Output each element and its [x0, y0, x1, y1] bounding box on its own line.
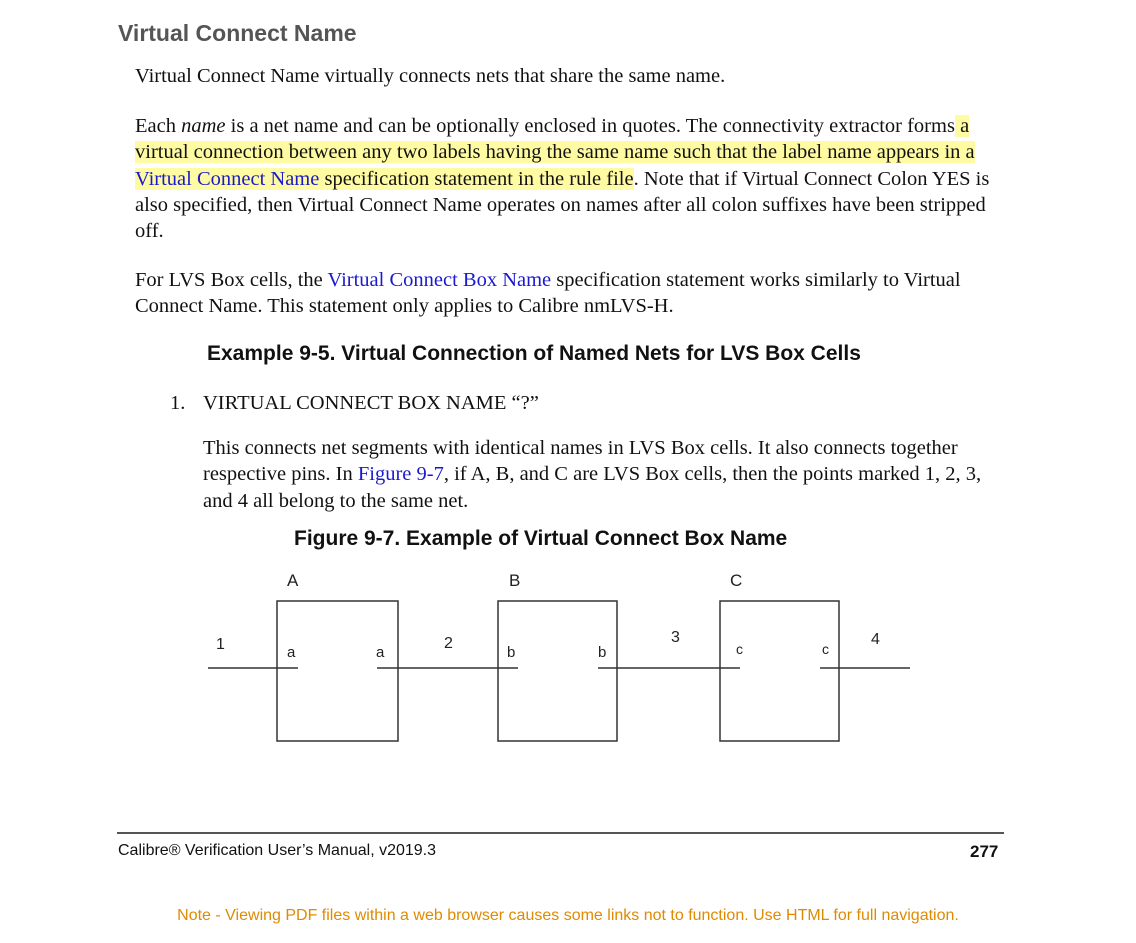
cell-label-a: A	[287, 571, 299, 590]
desc-text-1: This connects net segments with identical names in LVS Box cells. It also connects together respective pins. In	[203, 437, 958, 486]
point-label-3: 3	[671, 629, 680, 646]
page-number: 277	[970, 842, 999, 861]
pin-label-c-left: c	[736, 641, 743, 657]
point-label-2: 2	[444, 635, 453, 652]
pin-label-a-left: a	[287, 644, 296, 661]
p3-text-2: specification statement works similarly to Virtual Connect Name. This statement only applies to Calibre nmLVS-H.	[135, 269, 961, 318]
cell-box-b	[498, 601, 617, 741]
cell-box-c	[720, 601, 839, 741]
footer-manual-title: Calibre® Verification User’s Manual, v2019.3	[118, 842, 437, 859]
list-item-description	[203, 435, 1013, 514]
p3-text-1: For LVS Box cells, the	[135, 269, 328, 291]
point-label-1: 1	[216, 636, 225, 653]
figure-9-7-link[interactable]: Figure 9-7	[357, 463, 444, 486]
list-number: 1.	[170, 392, 186, 414]
intro-paragraph: Virtual Connect Name virtually connects nets that share the same name.	[135, 65, 726, 87]
desc-text-2: , if A, B, and C are LVS Box cells, then the points marked 1, 2, 3, and 4 all belong to the same net.	[203, 463, 982, 512]
browser-note: Note - Viewing PDF files within a web browser causes some links not to function. Use HTML for full navigation.	[177, 907, 959, 924]
p2-highlight-1: a virtual connection between any two labels having the same name such that the label name appears in a	[135, 115, 975, 164]
example-title: Example 9-5. Virtual Connection of Named Nets for LVS Box Cells	[207, 342, 861, 365]
box-cells-paragraph	[135, 267, 1015, 320]
p2-emphasis-name: name	[181, 115, 226, 137]
virtual-connect-name-link[interactable]: Virtual Connect Name	[135, 167, 320, 190]
box-name-diagram	[200, 560, 920, 750]
pin-label-a-right: a	[376, 644, 385, 661]
p2-highlight-2: specification statement in the rule file	[319, 167, 634, 190]
virtual-connect-box-name-link[interactable]: Virtual Connect Box Name	[327, 269, 552, 291]
definition-paragraph	[135, 113, 1015, 244]
section-title: Virtual Connect Name	[118, 20, 357, 46]
pin-label-b-left: b	[507, 644, 516, 661]
pin-label-b-right: b	[598, 644, 607, 661]
list-item-statement: VIRTUAL CONNECT BOX NAME “?”	[203, 392, 539, 414]
p2-text-1: Each	[135, 115, 182, 137]
p2-text-2: is a net name and can be optionally enclosed in quotes. The connectivity extractor forms	[225, 115, 955, 137]
cell-label-b: B	[509, 571, 521, 590]
footer-rule	[117, 832, 1004, 834]
cell-box-a	[277, 601, 398, 741]
cell-label-c: C	[730, 571, 743, 590]
pin-label-c-right: c	[822, 641, 829, 657]
figure-title: Figure 9-7. Example of Virtual Connect Box Name	[294, 527, 788, 550]
point-label-4: 4	[871, 631, 880, 648]
p2-text-3: . Note that if Virtual Connect Colon YES is also specified, then Virtual Connect Name operates on names after all colon suffixes have been stripped off.	[135, 167, 990, 243]
